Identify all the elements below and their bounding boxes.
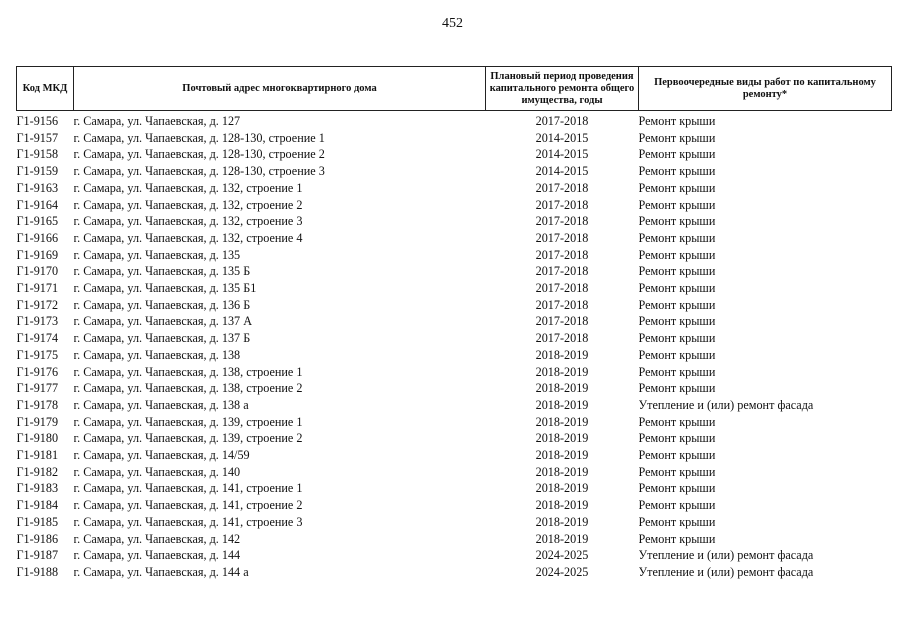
table-row <box>17 297 892 314</box>
table-row <box>17 146 892 163</box>
row-address: г. Самара, ул. Чапаевская, д. 135 Б1 <box>73 281 257 296</box>
row-code: Г1-9185 <box>16 514 59 529</box>
table-row <box>17 414 892 431</box>
table-row <box>17 531 892 548</box>
table-row <box>17 330 892 347</box>
row-code: Г1-9172 <box>16 297 59 312</box>
row-address: г. Самара, ул. Чапаевская, д. 141, строение 3 <box>73 514 303 529</box>
row-works: Ремонт крыши <box>638 247 716 262</box>
row-address: г. Самара, ул. Чапаевская, д. 144 а <box>73 564 249 579</box>
table-row <box>17 263 892 280</box>
row-period: 2018-2019 <box>535 431 589 446</box>
row-period: 2017-2018 <box>535 247 589 262</box>
row-code: Г1-9174 <box>16 331 59 346</box>
row-address: г. Самара, ул. Чапаевская, д. 128-130, строение 3 <box>73 164 325 179</box>
row-code: Г1-9159 <box>16 164 59 179</box>
row-address: г. Самара, ул. Чапаевская, д. 137 А <box>73 314 252 329</box>
row-code: Г1-9166 <box>16 230 59 245</box>
table-row <box>17 313 892 330</box>
row-works: Ремонт крыши <box>638 164 716 179</box>
row-period: 2017-2018 <box>535 264 589 279</box>
row-address: г. Самара, ул. Чапаевская, д. 138, строение 2 <box>73 381 303 396</box>
row-works: Ремонт крыши <box>638 297 716 312</box>
table-header-row <box>17 67 892 111</box>
row-address: г. Самара, ул. Чапаевская, д. 128-130, строение 2 <box>73 147 325 162</box>
table-row <box>17 564 892 581</box>
header-period: Плановый период проведения капитального ремонта общего имущества, годы <box>486 67 639 111</box>
row-period: 2018-2019 <box>535 448 589 463</box>
row-period: 2018-2019 <box>535 498 589 513</box>
row-code: Г1-9165 <box>16 214 59 229</box>
row-period: 2018-2019 <box>535 381 589 396</box>
row-address: г. Самара, ул. Чапаевская, д. 132, строение 1 <box>73 180 303 195</box>
row-address: г. Самара, ул. Чапаевская, д. 139, строение 2 <box>73 431 303 446</box>
row-address: г. Самара, ул. Чапаевская, д. 127 <box>73 114 241 128</box>
table-row <box>17 163 892 180</box>
row-code: Г1-9180 <box>16 431 59 446</box>
row-works: Ремонт крыши <box>638 381 716 396</box>
row-period: 2017-2018 <box>535 314 589 329</box>
row-works: Ремонт крыши <box>638 481 716 496</box>
table-row <box>17 364 892 381</box>
row-code: Г1-9187 <box>16 548 59 563</box>
table-row <box>17 397 892 414</box>
row-period: 2014-2015 <box>535 164 589 179</box>
row-period: 2017-2018 <box>535 214 589 229</box>
table-row <box>17 111 892 130</box>
row-code: Г1-9182 <box>16 464 59 479</box>
row-code: Г1-9156 <box>16 114 59 128</box>
row-works: Ремонт крыши <box>638 264 716 279</box>
row-address: г. Самара, ул. Чапаевская, д. 136 Б <box>73 297 251 312</box>
row-period: 2017-2018 <box>535 197 589 212</box>
table-row <box>17 213 892 230</box>
row-address: г. Самара, ул. Чапаевская, д. 139, строение 1 <box>73 414 303 429</box>
row-period: 2018-2019 <box>535 464 589 479</box>
row-address: г. Самара, ул. Чапаевская, д. 135 <box>73 247 241 262</box>
row-works: Ремонт крыши <box>638 431 716 446</box>
row-works: Ремонт крыши <box>638 114 716 128</box>
row-address: г. Самара, ул. Чапаевская, д. 128-130, строение 1 <box>73 130 325 145</box>
row-works: Ремонт крыши <box>638 448 716 463</box>
row-works: Утепление и (или) ремонт фасада <box>638 397 814 412</box>
row-address: г. Самара, ул. Чапаевская, д. 132, строение 3 <box>73 214 303 229</box>
row-address: г. Самара, ул. Чапаевская, д. 14/59 <box>73 448 250 463</box>
row-works: Ремонт крыши <box>638 347 716 362</box>
row-period: 2018-2019 <box>535 481 589 496</box>
table-row <box>17 197 892 214</box>
row-period: 2018-2019 <box>535 347 589 362</box>
table-row <box>17 447 892 464</box>
table-row <box>17 464 892 481</box>
row-code: Г1-9188 <box>16 564 59 579</box>
row-works: Ремонт крыши <box>638 414 716 429</box>
row-period: 2017-2018 <box>535 114 589 128</box>
row-code: Г1-9181 <box>16 448 59 463</box>
row-works: Ремонт крыши <box>638 514 716 529</box>
table-row <box>17 180 892 197</box>
row-works: Ремонт крыши <box>638 314 716 329</box>
row-works: Ремонт крыши <box>638 197 716 212</box>
table-row <box>17 130 892 147</box>
row-code: Г1-9173 <box>16 314 59 329</box>
row-works: Ремонт крыши <box>638 230 716 245</box>
capital-repair-table <box>16 66 892 581</box>
row-period: 2018-2019 <box>535 414 589 429</box>
row-address: г. Самара, ул. Чапаевская, д. 140 <box>73 464 241 479</box>
table-row <box>17 547 892 564</box>
row-period: 2024-2025 <box>535 564 589 579</box>
row-works: Ремонт крыши <box>638 130 716 145</box>
row-works: Ремонт крыши <box>638 214 716 229</box>
row-address: г. Самара, ул. Чапаевская, д. 135 Б <box>73 264 251 279</box>
row-works: Ремонт крыши <box>638 147 716 162</box>
table-row <box>17 380 892 397</box>
row-period: 2017-2018 <box>535 297 589 312</box>
row-address: г. Самара, ул. Чапаевская, д. 138 а <box>73 397 249 412</box>
row-works: Ремонт крыши <box>638 498 716 513</box>
row-code: Г1-9158 <box>16 147 59 162</box>
row-period: 2018-2019 <box>535 397 589 412</box>
row-address: г. Самара, ул. Чапаевская, д. 132, строение 2 <box>73 197 303 212</box>
table-row <box>17 480 892 497</box>
row-code: Г1-9177 <box>16 381 59 396</box>
row-period: 2017-2018 <box>535 331 589 346</box>
table-row <box>17 280 892 297</box>
row-code: Г1-9175 <box>16 347 59 362</box>
header-address: Почтовый адрес многоквартирного дома <box>74 67 486 111</box>
row-period: 2017-2018 <box>535 281 589 296</box>
table-row <box>17 514 892 531</box>
page-number: 452 <box>442 16 463 31</box>
row-code: Г1-9164 <box>16 197 59 212</box>
row-period: 2014-2015 <box>535 147 589 162</box>
row-address: г. Самара, ул. Чапаевская, д. 141, строение 2 <box>73 498 303 513</box>
row-address: г. Самара, ул. Чапаевская, д. 144 <box>73 548 241 563</box>
row-period: 2017-2018 <box>535 230 589 245</box>
header-works: Первоочередные виды работ по капитальному ремонту* <box>639 67 892 111</box>
row-period: 2018-2019 <box>535 514 589 529</box>
table-row <box>17 497 892 514</box>
row-code: Г1-9169 <box>16 247 59 262</box>
table-body <box>17 111 892 581</box>
table-row <box>17 230 892 247</box>
row-address: г. Самара, ул. Чапаевская, д. 138, строение 1 <box>73 364 303 379</box>
row-address: г. Самара, ул. Чапаевская, д. 141, строение 1 <box>73 481 303 496</box>
row-code: Г1-9171 <box>16 281 59 296</box>
table-row <box>17 247 892 264</box>
row-period: 2014-2015 <box>535 130 589 145</box>
row-address: г. Самара, ул. Чапаевская, д. 137 Б <box>73 331 251 346</box>
row-code: Г1-9183 <box>16 481 59 496</box>
row-code: Г1-9176 <box>16 364 59 379</box>
table-row <box>17 347 892 364</box>
row-code: Г1-9179 <box>16 414 59 429</box>
row-works: Ремонт крыши <box>638 331 716 346</box>
row-code: Г1-9157 <box>16 130 59 145</box>
row-address: г. Самара, ул. Чапаевская, д. 132, строение 4 <box>73 230 303 245</box>
row-period: 2024-2025 <box>535 548 589 563</box>
header-code: Код МКД <box>17 67 74 111</box>
table-row <box>17 430 892 447</box>
row-works: Ремонт крыши <box>638 180 716 195</box>
row-period: 2017-2018 <box>535 180 589 195</box>
row-works: Ремонт крыши <box>638 464 716 479</box>
row-works: Ремонт крыши <box>638 281 716 296</box>
row-code: Г1-9163 <box>16 180 59 195</box>
row-address: г. Самара, ул. Чапаевская, д. 142 <box>73 531 241 546</box>
row-works: Ремонт крыши <box>638 531 716 546</box>
row-code: Г1-9178 <box>16 397 59 412</box>
row-code: Г1-9184 <box>16 498 59 513</box>
row-period: 2018-2019 <box>535 531 589 546</box>
row-period: 2018-2019 <box>535 364 589 379</box>
row-works: Утепление и (или) ремонт фасада <box>638 564 814 579</box>
row-code: Г1-9170 <box>16 264 59 279</box>
row-code: Г1-9186 <box>16 531 59 546</box>
row-works: Утепление и (или) ремонт фасада <box>638 548 814 563</box>
row-address: г. Самара, ул. Чапаевская, д. 138 <box>73 347 241 362</box>
row-works: Ремонт крыши <box>638 364 716 379</box>
